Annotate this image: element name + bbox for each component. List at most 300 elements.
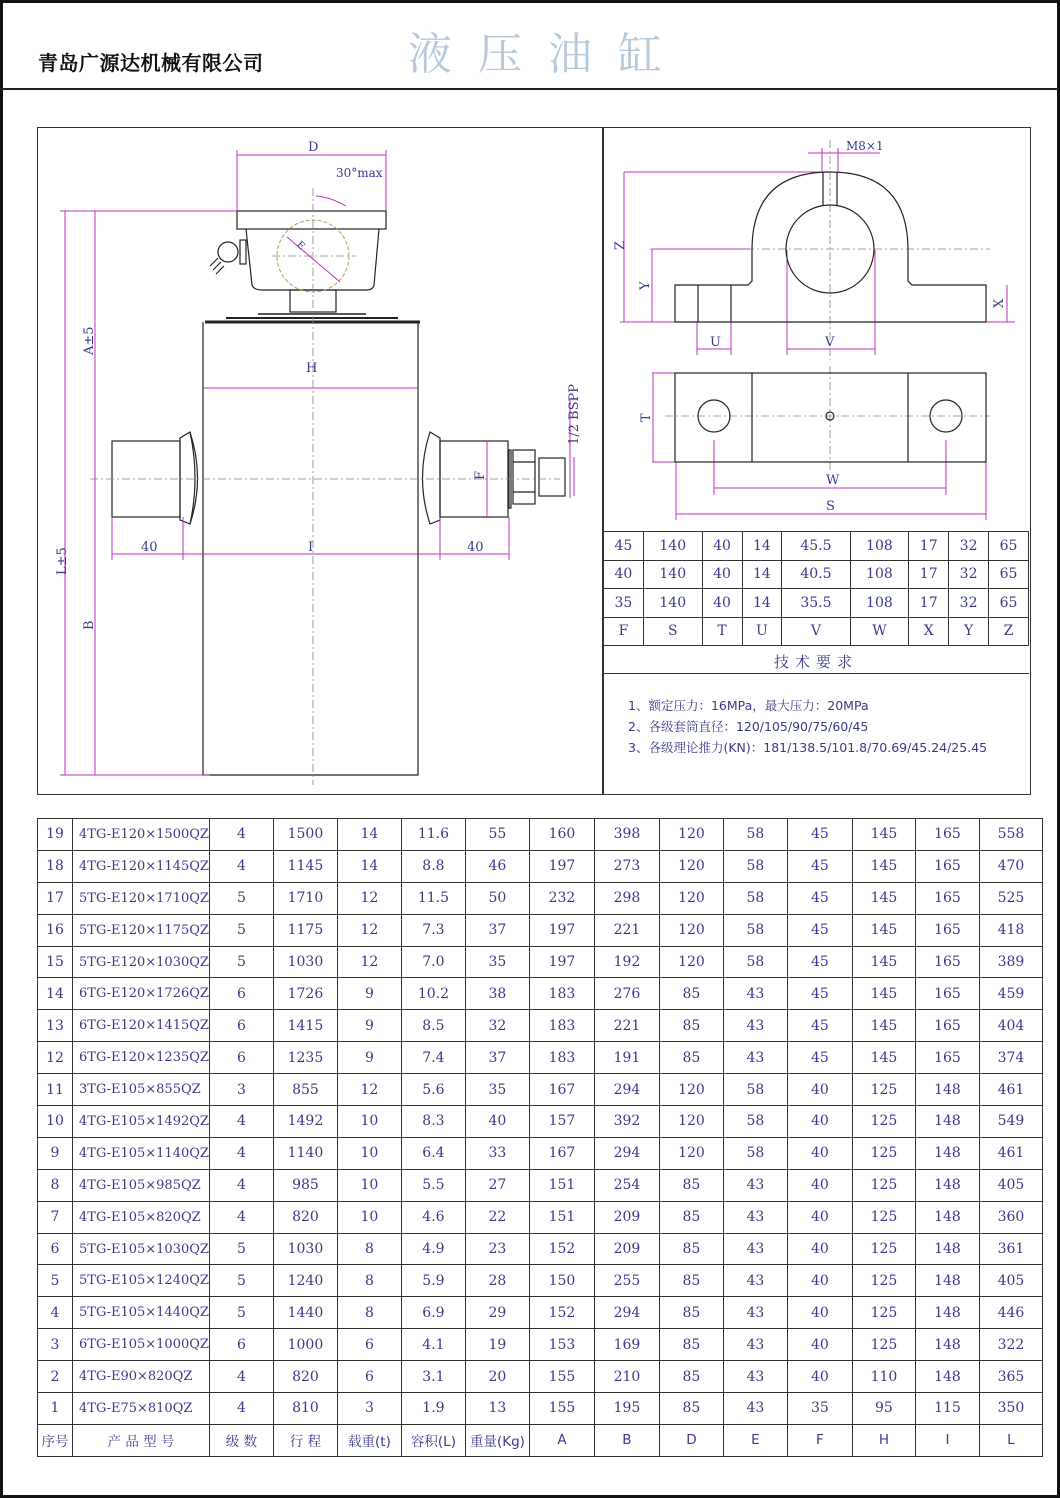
table-cell: 4 — [209, 1169, 273, 1201]
table-cell: 1240 — [273, 1265, 337, 1297]
svg-text:F: F — [473, 470, 488, 480]
svg-text:X: X — [992, 298, 1007, 308]
table-cell: 40 — [787, 1265, 852, 1297]
table-cell: 145 — [852, 819, 915, 851]
table-cell: 45 — [787, 1010, 852, 1042]
table-cell: 150 — [529, 1265, 594, 1297]
table-cell: 4 — [209, 1393, 273, 1425]
table-cell: 35 — [465, 946, 529, 978]
table-cell: 820 — [273, 1201, 337, 1233]
table-cell: 45 — [787, 914, 852, 946]
table-cell: 148 — [915, 1201, 979, 1233]
table-cell: 985 — [273, 1169, 337, 1201]
column-header: F — [787, 1424, 852, 1456]
table-cell: 50 — [465, 882, 529, 914]
table-cell: 12 — [337, 914, 401, 946]
table-cell: 165 — [915, 850, 979, 882]
column-header: B — [594, 1424, 659, 1456]
table-cell: 10 — [337, 1201, 401, 1233]
table-row — [38, 1137, 1043, 1169]
product-model-cell: 5TG-E105×1240QZ — [73, 1265, 210, 1297]
table-cell: 5.6 — [401, 1074, 465, 1106]
table-row — [38, 882, 1043, 914]
table-cell: 9 — [38, 1137, 73, 1169]
product-model-cell: 6TG-E120×1415QZ — [73, 1010, 210, 1042]
table-cell: 27 — [465, 1169, 529, 1201]
table-cell: 125 — [852, 1169, 915, 1201]
table-cell: 374 — [979, 1042, 1042, 1074]
table-cell: 38 — [465, 978, 529, 1010]
table-cell: 9 — [337, 1042, 401, 1074]
table-cell: 58 — [723, 882, 787, 914]
table-cell: 6 — [209, 1042, 273, 1074]
column-header: 行 程 — [273, 1424, 337, 1456]
svg-text:1/2 BSPP: 1/2 BSPP — [567, 383, 582, 445]
svg-text:D: D — [308, 140, 319, 155]
table-cell: 9 — [337, 978, 401, 1010]
table-cell: 148 — [915, 1265, 979, 1297]
table-cell: 12 — [337, 1074, 401, 1106]
table-cell: 145 — [852, 946, 915, 978]
svg-text:L±5: L±5 — [55, 547, 70, 575]
table-cell: 1175 — [273, 914, 337, 946]
table-cell: 294 — [594, 1137, 659, 1169]
table-cell: 12 — [337, 946, 401, 978]
table-cell: 37 — [465, 1042, 529, 1074]
table-cell: 15 — [38, 946, 73, 978]
product-model-cell: 5TG-E120×1710QZ — [73, 882, 210, 914]
table-cell: 4 — [209, 850, 273, 882]
table-cell: 22 — [465, 1201, 529, 1233]
table-cell: 192 — [594, 946, 659, 978]
table-cell: 20 — [465, 1361, 529, 1393]
svg-text:40: 40 — [467, 540, 484, 555]
table-cell: 5 — [38, 1265, 73, 1297]
table-cell: 12 — [38, 1042, 73, 1074]
svg-text:S: S — [826, 499, 835, 514]
table-cell: 350 — [979, 1393, 1042, 1425]
table-cell: 85 — [659, 1042, 723, 1074]
table-cell: 1145 — [273, 850, 337, 882]
table-row — [38, 1010, 1043, 1042]
table-cell: 6.4 — [401, 1137, 465, 1169]
table-cell: 43 — [723, 1265, 787, 1297]
table-cell: 155 — [529, 1361, 594, 1393]
table-cell: 43 — [723, 1297, 787, 1329]
product-model-cell: 6TG-E120×1235QZ — [73, 1042, 210, 1074]
table-cell: 40 — [465, 1106, 529, 1138]
table-cell: 45 — [787, 978, 852, 1010]
table-row: 40 140 40 14 40.5 108 17 32 65 — [604, 560, 1029, 589]
table-cell: 85 — [659, 1169, 723, 1201]
table-cell: 43 — [723, 1393, 787, 1425]
table-cell: 461 — [979, 1137, 1042, 1169]
table-cell: 4 — [209, 1201, 273, 1233]
tech-requirements-title: 技术要求 — [603, 647, 1029, 674]
table-cell: 298 — [594, 882, 659, 914]
table-cell: 165 — [915, 1010, 979, 1042]
svg-text:B: B — [82, 620, 97, 630]
table-cell: 4 — [209, 1137, 273, 1169]
table-cell: 95 — [852, 1393, 915, 1425]
table-row — [38, 946, 1043, 978]
table-cell: 446 — [979, 1297, 1042, 1329]
svg-text:A±5: A±5 — [82, 326, 97, 355]
table-cell: 470 — [979, 850, 1042, 882]
table-cell: 125 — [852, 1233, 915, 1265]
table-cell: 461 — [979, 1074, 1042, 1106]
table-cell: 40 — [787, 1329, 852, 1361]
table-cell: 820 — [273, 1361, 337, 1393]
table-cell: 148 — [915, 1297, 979, 1329]
table-cell: 43 — [723, 1010, 787, 1042]
table-cell: 459 — [979, 978, 1042, 1010]
table-row — [38, 1233, 1043, 1265]
table-cell: 11.6 — [401, 819, 465, 851]
table-cell: 7.3 — [401, 914, 465, 946]
table-cell: 361 — [979, 1233, 1042, 1265]
svg-text:Y: Y — [638, 281, 653, 290]
company-name: 青岛广源达机械有限公司 — [38, 51, 264, 75]
table-cell: 145 — [852, 882, 915, 914]
cylinder-drawing — [112, 211, 565, 775]
table-cell: 4.1 — [401, 1329, 465, 1361]
svg-text:40: 40 — [141, 540, 158, 555]
table-cell: 10 — [38, 1106, 73, 1138]
table-cell: 1140 — [273, 1137, 337, 1169]
table-cell: 85 — [659, 1265, 723, 1297]
table-cell: 165 — [915, 914, 979, 946]
svg-text:V: V — [825, 335, 835, 350]
table-cell: 157 — [529, 1106, 594, 1138]
table-row — [38, 850, 1043, 882]
table-cell: 10.2 — [401, 978, 465, 1010]
table-cell: 120 — [659, 819, 723, 851]
table-cell: 8 — [337, 1233, 401, 1265]
table-cell: 145 — [852, 978, 915, 1010]
table-cell: 155 — [529, 1393, 594, 1425]
table-row: 35 140 40 14 35.5 108 17 32 65 — [604, 589, 1029, 618]
table-cell: 85 — [659, 1393, 723, 1425]
product-model-cell: 5TG-E120×1175QZ — [73, 914, 210, 946]
column-header: H — [852, 1424, 915, 1456]
table-cell: 232 — [529, 882, 594, 914]
tech-requirement-item: 1、额定压力：16MPa，最大压力：20MPa — [628, 698, 869, 713]
table-row: 45 140 40 14 45.5 108 17 32 65 — [604, 532, 1029, 561]
column-header: A — [529, 1424, 594, 1456]
table-header-row — [38, 1424, 1043, 1456]
table-cell: 183 — [529, 978, 594, 1010]
table-cell: 4 — [209, 819, 273, 851]
table-cell: 360 — [979, 1201, 1042, 1233]
table-cell: 167 — [529, 1137, 594, 1169]
table-cell: 14 — [337, 850, 401, 882]
table-cell: 197 — [529, 946, 594, 978]
table-cell: 125 — [852, 1106, 915, 1138]
mount-bracket-drawing — [675, 172, 986, 462]
table-cell: 13 — [465, 1393, 529, 1425]
table-row — [38, 1042, 1043, 1074]
table-cell: 389 — [979, 946, 1042, 978]
table-cell: 45 — [787, 1042, 852, 1074]
table-cell: 1710 — [273, 882, 337, 914]
table-cell: 55 — [465, 819, 529, 851]
table-cell: 28 — [465, 1265, 529, 1297]
table-cell: 209 — [594, 1233, 659, 1265]
table-cell: 404 — [979, 1010, 1042, 1042]
table-cell: 40 — [787, 1361, 852, 1393]
tech-requirement-item: 3、各级理论推力(KN)：181/138.5/101.8/70.69/45.24/25.45 — [628, 740, 988, 755]
table-cell: 197 — [529, 914, 594, 946]
table-cell: 43 — [723, 1233, 787, 1265]
table-cell: 5.9 — [401, 1265, 465, 1297]
table-cell: 549 — [979, 1106, 1042, 1138]
table-cell: 558 — [979, 819, 1042, 851]
table-row — [38, 1361, 1043, 1393]
table-cell: 19 — [465, 1329, 529, 1361]
table-cell: 37 — [465, 914, 529, 946]
svg-text:U: U — [710, 335, 721, 350]
table-cell: 32 — [465, 1010, 529, 1042]
table-cell: 5 — [209, 882, 273, 914]
table-cell: 29 — [465, 1297, 529, 1329]
product-model-cell: 5TG-E105×1030QZ — [73, 1233, 210, 1265]
table-cell: 145 — [852, 1010, 915, 1042]
column-header: 重量(Kg) — [465, 1424, 529, 1456]
table-cell: 148 — [915, 1169, 979, 1201]
table-row — [38, 978, 1043, 1010]
table-cell: 40 — [787, 1137, 852, 1169]
product-model-cell: 6TG-E105×1000QZ — [73, 1329, 210, 1361]
table-cell: 40 — [787, 1106, 852, 1138]
table-cell: 5 — [209, 914, 273, 946]
svg-text:I: I — [308, 540, 314, 555]
table-cell: 1.9 — [401, 1393, 465, 1425]
table-cell: 85 — [659, 978, 723, 1010]
table-cell: 17 — [38, 882, 73, 914]
table-cell: 40 — [787, 1074, 852, 1106]
table-cell: 12 — [337, 882, 401, 914]
table-cell: 4 — [38, 1297, 73, 1329]
table-cell: 1235 — [273, 1042, 337, 1074]
table-cell: 6 — [337, 1361, 401, 1393]
table-cell: 45 — [787, 946, 852, 978]
svg-text:30°max: 30°max — [336, 166, 383, 180]
product-model-cell: 4TG-E90×820QZ — [73, 1361, 210, 1393]
table-cell: 1500 — [273, 819, 337, 851]
table-cell: 273 — [594, 850, 659, 882]
table-cell: 294 — [594, 1074, 659, 1106]
table-cell: 4.6 — [401, 1201, 465, 1233]
product-model-cell: 6TG-E120×1726QZ — [73, 978, 210, 1010]
table-cell: 5 — [209, 1297, 273, 1329]
table-cell: 152 — [529, 1297, 594, 1329]
table-cell: 8 — [337, 1297, 401, 1329]
table-cell: 4 — [209, 1106, 273, 1138]
table-row — [38, 1106, 1043, 1138]
table-cell: 169 — [594, 1329, 659, 1361]
column-header: 级 数 — [209, 1424, 273, 1456]
table-cell: 85 — [659, 1297, 723, 1329]
table-cell: 43 — [723, 1042, 787, 1074]
table-cell: 35 — [465, 1074, 529, 1106]
table-cell: 1030 — [273, 1233, 337, 1265]
table-cell: 43 — [723, 1169, 787, 1201]
table-cell: 120 — [659, 1106, 723, 1138]
table-cell: 1440 — [273, 1297, 337, 1329]
table-cell: 125 — [852, 1329, 915, 1361]
table-cell: 2 — [38, 1361, 73, 1393]
table-cell: 145 — [852, 850, 915, 882]
table-cell: 6 — [209, 1010, 273, 1042]
table-cell: 195 — [594, 1393, 659, 1425]
table-cell: 525 — [979, 882, 1042, 914]
table-cell: 120 — [659, 1137, 723, 1169]
product-model-cell: 5TG-E105×1440QZ — [73, 1297, 210, 1329]
table-cell: 45 — [787, 850, 852, 882]
table-cell: 33 — [465, 1137, 529, 1169]
table-cell: 58 — [723, 1137, 787, 1169]
table-cell: 418 — [979, 914, 1042, 946]
table-cell: 45 — [787, 882, 852, 914]
table-cell: 209 — [594, 1201, 659, 1233]
table-cell: 254 — [594, 1169, 659, 1201]
table-cell: 8.8 — [401, 850, 465, 882]
table-row — [38, 1074, 1043, 1106]
table-cell: 120 — [659, 946, 723, 978]
table-row — [38, 1297, 1043, 1329]
product-model-cell: 4TG-E105×820QZ — [73, 1201, 210, 1233]
table-cell: 120 — [659, 914, 723, 946]
column-header: L — [979, 1424, 1042, 1456]
table-cell: 183 — [529, 1010, 594, 1042]
table-cell: 165 — [915, 978, 979, 1010]
table-cell: 8.3 — [401, 1106, 465, 1138]
table-row — [38, 819, 1043, 851]
table-cell: 392 — [594, 1106, 659, 1138]
product-model-cell: 4TG-E105×1492QZ — [73, 1106, 210, 1138]
table-cell: 110 — [852, 1361, 915, 1393]
table-cell: 14 — [337, 819, 401, 851]
table-cell: 148 — [915, 1329, 979, 1361]
table-cell: 255 — [594, 1265, 659, 1297]
table-cell: 125 — [852, 1137, 915, 1169]
table-row — [38, 1329, 1043, 1361]
table-cell: 85 — [659, 1233, 723, 1265]
table-cell: 6 — [337, 1329, 401, 1361]
table-cell: 40 — [787, 1169, 852, 1201]
table-cell: 145 — [852, 914, 915, 946]
table-cell: 151 — [529, 1169, 594, 1201]
document-title: 液压油缸 — [408, 29, 688, 80]
table-cell: 58 — [723, 1106, 787, 1138]
table-cell: 6.9 — [401, 1297, 465, 1329]
table-cell: 165 — [915, 882, 979, 914]
table-cell: 5 — [209, 1233, 273, 1265]
svg-text:H: H — [306, 361, 318, 376]
product-model-cell: 4TG-E105×1140QZ — [73, 1137, 210, 1169]
tech-requirements-list — [628, 695, 987, 758]
product-model-cell: 5TG-E120×1030QZ — [73, 946, 210, 978]
table-cell: 125 — [852, 1265, 915, 1297]
table-cell: 58 — [723, 850, 787, 882]
table-cell: 8.5 — [401, 1010, 465, 1042]
table-cell: 85 — [659, 1361, 723, 1393]
table-cell: 210 — [594, 1361, 659, 1393]
table-cell: 1030 — [273, 946, 337, 978]
table-cell: 167 — [529, 1074, 594, 1106]
table-cell: 5 — [209, 1265, 273, 1297]
table-cell: 120 — [659, 882, 723, 914]
table-cell: 1726 — [273, 978, 337, 1010]
table-cell: 43 — [723, 1329, 787, 1361]
table-cell: 148 — [915, 1361, 979, 1393]
table-cell: 148 — [915, 1106, 979, 1138]
table-cell: 9 — [337, 1010, 401, 1042]
table-cell: 43 — [723, 1361, 787, 1393]
table-cell: 125 — [852, 1201, 915, 1233]
table-cell: 8 — [337, 1265, 401, 1297]
table-cell: 1415 — [273, 1010, 337, 1042]
table-cell: 165 — [915, 819, 979, 851]
table-cell: 85 — [659, 1010, 723, 1042]
table-cell: 43 — [723, 1201, 787, 1233]
column-header: 序号 — [38, 1424, 73, 1456]
table-cell: 5.5 — [401, 1169, 465, 1201]
table-cell: 152 — [529, 1233, 594, 1265]
table-cell: 40 — [787, 1201, 852, 1233]
table-cell: 58 — [723, 914, 787, 946]
table-cell: 120 — [659, 850, 723, 882]
table-cell: 3 — [209, 1074, 273, 1106]
table-cell: 145 — [852, 1042, 915, 1074]
table-cell: 6 — [38, 1233, 73, 1265]
table-row — [38, 914, 1043, 946]
svg-text:E: E — [293, 239, 307, 253]
product-model-cell: 3TG-E105×855QZ — [73, 1074, 210, 1106]
table-cell: 810 — [273, 1393, 337, 1425]
table-cell: 11.5 — [401, 882, 465, 914]
table-row — [38, 1265, 1043, 1297]
table-cell: 4.9 — [401, 1233, 465, 1265]
column-header: 容积(L) — [401, 1424, 465, 1456]
table-cell: 14 — [38, 978, 73, 1010]
table-cell: 58 — [723, 819, 787, 851]
table-cell: 7.4 — [401, 1042, 465, 1074]
table-cell: 1000 — [273, 1329, 337, 1361]
table-cell: 153 — [529, 1329, 594, 1361]
table-cell: 165 — [915, 946, 979, 978]
table-cell: 221 — [594, 1010, 659, 1042]
table-cell: 6 — [209, 978, 273, 1010]
table-cell: 35 — [787, 1393, 852, 1425]
product-model-cell: 4TG-E75×810QZ — [73, 1393, 210, 1425]
table-cell: 40 — [787, 1297, 852, 1329]
svg-text:W: W — [826, 473, 840, 488]
table-cell: 58 — [723, 946, 787, 978]
table-header-row: F S T U V W X Y Z — [604, 617, 1029, 646]
table-cell: 1 — [38, 1393, 73, 1425]
tech-requirement-item: 2、各级套筒直径：120/105/90/75/60/45 — [628, 719, 869, 734]
table-cell: 8 — [38, 1169, 73, 1201]
table-cell: 16 — [38, 914, 73, 946]
table-cell: 7.0 — [401, 946, 465, 978]
column-header: E — [723, 1424, 787, 1456]
table-cell: 85 — [659, 1201, 723, 1233]
table-cell: 6 — [209, 1329, 273, 1361]
column-header: I — [915, 1424, 979, 1456]
table-cell: 294 — [594, 1297, 659, 1329]
